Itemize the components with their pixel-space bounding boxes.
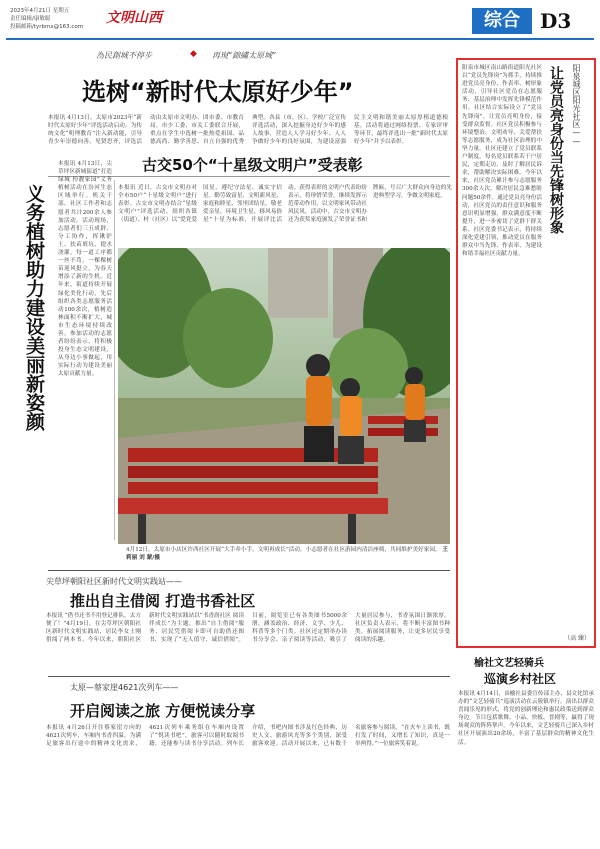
reading-kicker: 尖草坪朝阳社区新时代文明实践站——	[46, 577, 182, 586]
date-line: 2023年4月21日 星期五	[10, 8, 70, 14]
br-body: 本报讯 4月14日，由榆社县委宣传部主办、县文化馆承办的“文艺轻骑兵”巡演活动在云簇镇举行。演出以群众喜闻乐见的形式，将党的创新理论和惠民政策送到群众身边。节目包括歌舞、小品、快板、晋剧等，赢得了现场观众的阵阵掌声。今年以来，文艺轻骑兵已深入乡村社区开展演出20余场，丰富了基层群众的精神文化生活。	[458, 691, 594, 746]
left-article-body: 本报讯 4月13日，尖草坪区新城街道“打造绿城 扮靓家园”义务植树活动在汾河生态区域举行。机关干部、社区工作者和志愿者共计200余人参加活动。活动现场，志愿者们三五成群、分工协作，挥锹铲土、扶苗填坑、提水浇灌，每一道工序都一丝不苟。一棵棵树苗迎风挺立，为春天增添了新的生机。近年来，街道持续开展绿化美化行动，先后组织各类志愿服务活动100余次，植树造林面积不断扩大，城市生态环境持续改善。参加活动的志愿者纷纷表示，将积极投身生态文明建设，从身边小事做起，用实际行动为建设美丽太原贡献力量。	[58, 161, 112, 378]
email-line: 投稿邮箱/tyrbmx@163.com	[10, 24, 84, 30]
main-headline: 选树“新时代太原好少年”	[82, 78, 354, 106]
photo-caption	[126, 546, 448, 566]
right-article-body-bottom	[462, 278, 590, 636]
right-article-byline: （高 臻）	[564, 635, 590, 642]
right-article-title: 让党员亮身份当先锋树形象	[548, 66, 564, 234]
train-body: 本报讯 4月26日开往蔡家崖方向的4621次列车，车厢内书香四溢。为满足旅客出行途中的精神文化需求，4621次列车乘务组在车厢内设置了“悦读书吧”，旅客可以随时取阅书籍，还能参与读书分享活动。列车长介绍，书吧内图书涉及红色经典、历史人文、旅游风光等多个类别，深受旅客欢迎。活动开展以来，已有数千名旅客参与阅读。“在火车上读书，既打发了时间，又增长了知识，真是一举两得。”一位旅客笑着说。	[46, 725, 450, 748]
center-article-title: 古交50个“十星级文明户”受表彰	[142, 156, 363, 174]
left-article-title: 义务植树助力建设美丽新姿颜	[23, 184, 45, 431]
banner-ornament: ◆	[190, 49, 197, 59]
news-photo	[118, 248, 450, 544]
banner-right: 再現“錦繡太原城”	[212, 51, 277, 60]
page-number: D3	[540, 9, 572, 33]
left-column-separator	[114, 180, 115, 540]
banner	[96, 48, 356, 64]
section-name: 综合	[472, 8, 532, 34]
right-article-kicker: 阳泉城区阳光社区——	[572, 64, 581, 146]
reading-title: 推出自主借阅 打造书香社区	[70, 592, 256, 610]
lower-rule	[48, 676, 450, 677]
park-cleaning-photo	[118, 248, 450, 544]
banner-left: 為民創城不停步	[96, 51, 152, 60]
main-article-body: 本报讯 4月13日，太原市2023年“新时代太原好少年”评选活动启动。为传统文化“明理教育”注入新动能，引导青少年崇德向善、见贤思齐，评选活动由太原市文明办、团市委、市教育局、市少工委、市关工委联合开展，重点在学生中选树一批热爱祖国、品德高尚、勤学善思、自立自强的优秀典型。各县（市、区）、学校广泛宣传评选活动，深入挖掘身边好少年的感人故事，营造人人学习好少年、人人争做好少年的良好氛围，为建设富强民主文明和谐美丽太原厚植道德根基。活动将通过网络投票、专家评审等环节，最终评选出一批“新时代太原好少年”并予以表彰。	[48, 115, 448, 146]
center-article-body: 本报讯 近日，古交市文明办对全市50户“十星级文明户”进行表彰。古交市文明办结合“星级文明户”评选活动，组织各镇（街道）、村（社区）以“爱党爱国星、遵纪守法星、诚实守信星、勤劳致富星、文明新风星、家庭和睦星、邻里团结星、敬老爱亲星、环境卫生星、移风易俗星”十星为标准，开展评比活动。获得表彰的文明户代表纷纷表示，将珍惜荣誉，继续发挥示范带动作用，以文明家风带动社风民风。活动中，古交市文明办还为获奖家庭颁发了荣誉证书和牌匾，号召广大群众向身边的先进典型学习，争做文明家庭。	[118, 185, 452, 224]
train-title: 开启阅读之旅 方便悦读分享	[70, 702, 256, 720]
photo-credit: 王莉丽 刘 蒙/摄	[126, 547, 448, 561]
masthead	[6, 4, 594, 42]
right-article-body-top: 阳泉市城区南山路街道阳光社区以“党员先锋岗”为抓手，持续推进党员亮身份、作表率、树形象活动，引导社区党员在志愿服务、基层治理中发挥先锋模范作用。社区结合实际设立了“党员先锋岗”，让党员亮明身份，接受群众监督。社区党员积极参与环境整治、文明劝导、关爱帮扶等志愿服务，成为社区治理的中坚力量。社区还建立了党员联系户制度，每名党员联系若干户居民，定期走访，及时了解居民诉求，帮助解决实际困难。今年以来，社区党员累计参与志愿服务300余人次，解决居民急难愁盼问题50余件。通过党员亮身份活动，社区党员的责任意识和服务意识明显增强，群众满意度不断提升，进一步密切了党群干群关系。社区党委书记表示，将持续深化党建引领，推动党员在服务群众中当先锋、作表率，为建设和谐幸福社区贡献力量。	[462, 65, 542, 258]
train-kicker: 太原—蔡家崖4621次列车——	[70, 683, 179, 692]
mid-rule	[48, 570, 450, 571]
br-title: 巡演乡村社区	[484, 672, 557, 686]
right-article-box	[456, 58, 596, 648]
section-logo: 文明山西	[106, 10, 162, 26]
masthead-rule	[6, 38, 594, 40]
br-kicker: 榆社文艺轻骑兵	[474, 658, 544, 669]
photo-caption-text: 4月12日，太原市小店区许西社区开展“大手牵小手，文明再成长”活动，小志愿者在社区游园内清洁座椅，共同维护美好家园。	[126, 547, 441, 553]
editor-line: 责任编辑/康敏聪	[10, 16, 51, 22]
reading-body: 本报讯 “借书还书不用登记排队，太方便了！”4月19日，在尖草坪区朝阳社区新时代文明实践站，居民李女士刚借阅了两本书。今年以来，朝阳社区新时代文明实践站以“书香润社区 阅读伴成长”为主题，推出“自主借阅”服务，居民凭借阅卡即可自助借还图书，实现了“无人值守、诚信借阅”。目前，阅览室已有各类图书5000余册，涵盖政治、经济、文学、少儿、科普等多个门类。社区还定期举办读书分享会、亲子阅读等活动，吸引了大量居民参与，书香氛围日渐浓厚。社区负责人表示，将不断丰富图书种类，拓展阅读服务，让更多居民享受阅读的乐趣。	[46, 613, 450, 644]
